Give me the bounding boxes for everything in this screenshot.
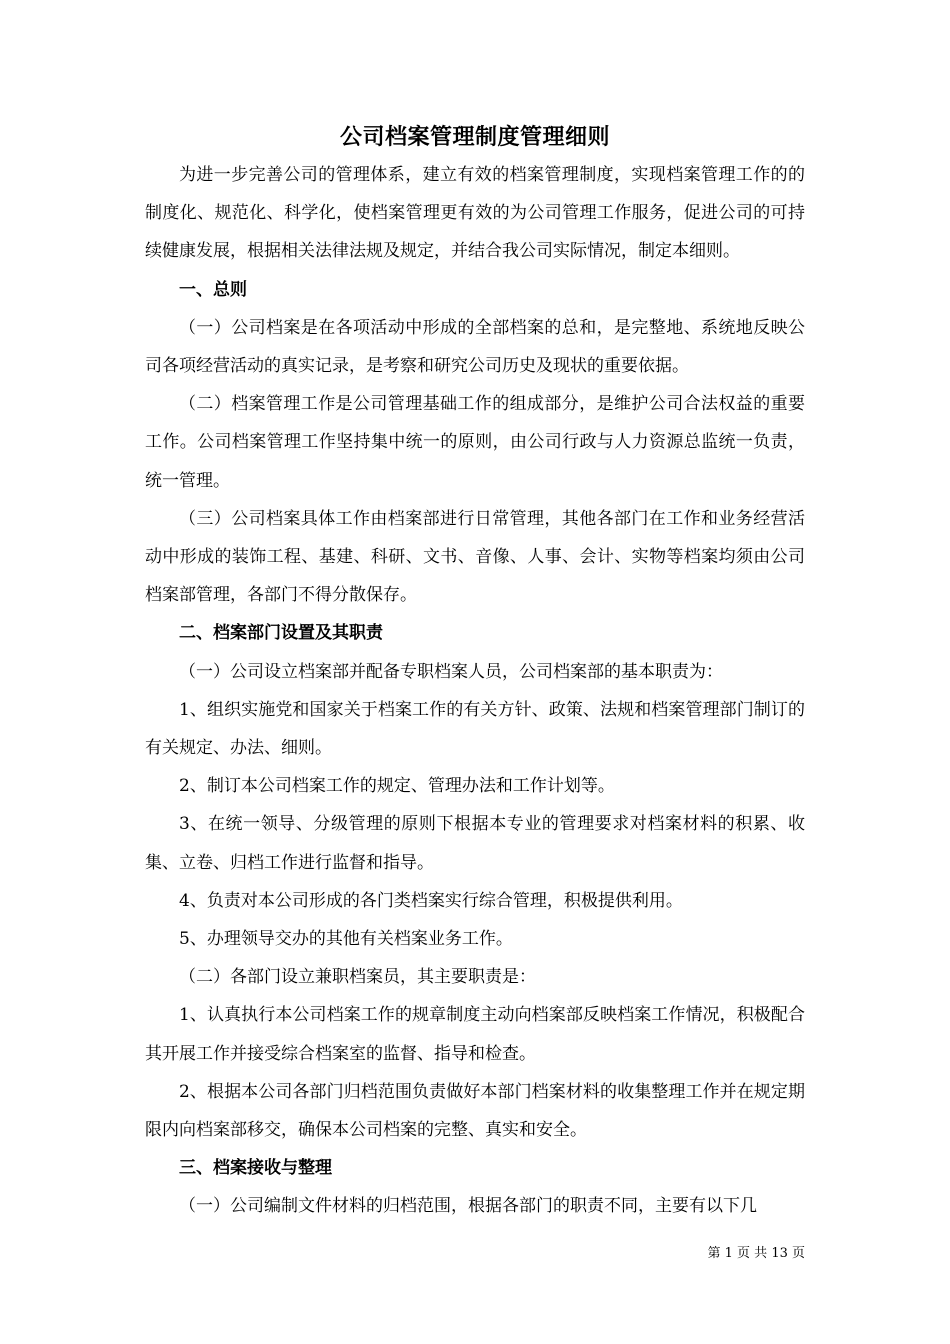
paragraph-part-time-archivist: （二）各部门设立兼职档案员，其主要职责是： [179,967,536,988]
paragraph-general-2: （二）档案管理工作是公司管理基础工作的组成部分，是维护公司合法权益的重要工作。公司档案管理工作坚持集中统一的原则，由公司行政与人力资源总监统一负责，统一管理。 [145,394,805,491]
list-item-duty-2: 2、制订本公司档案工作的规定、管理办法和工作计划等。 [179,776,615,797]
list-item-duty-5: 5、办理领导交办的其他有关档案业务工作。 [179,929,513,950]
paragraph-general-1: （一）公司档案是在各项活动中形成的全部档案的总和，是完整地、系统地反映公司各项经营活动的真实记录，是考察和研究公司历史及现状的重要依据。 [145,317,805,377]
paragraph-archive-dept: （一）公司设立档案部并配备专职档案人员，公司档案部的基本职责为： [179,661,723,682]
list-item-duty-3: 3、在统一领导、分级管理的原则下根据本专业的管理要求对档案材料的积累、收集、立卷、归档工作进行监督和指导。 [145,814,805,873]
paragraph-general-3: （三）公司档案具体工作由档案部进行日常管理，其他各部门在工作和业务经营活动中形成的装饰工程、基建、科研、文书、音像、人事、会计、实物等档案均须由公司档案部管理，各部门不得分散保存。 [145,508,805,606]
intro-paragraph: 为进一步完善公司的管理体系，建立有效的档案管理制度，实现档案管理工作的的制度化、规范化、科学化，使档案管理更有效的为公司管理工作服务，促进公司的可持续健康发展，根据相关法律法规及规定，并结合我公司实际情况，制定本细则。 [145,165,805,262]
section-heading-general: 一、总则 [179,279,247,300]
paragraph-filing-scope: （一）公司编制文件材料的归档范围，根据各部门的职责不同，主要有以下几 [179,1196,757,1217]
section-heading-receiving: 三、档案接收与整理 [179,1158,332,1179]
document-body [145,156,805,1226]
section-heading-departments: 二、档案部门设置及其职责 [179,623,383,644]
document-title: 公司档案管理制度管理细则 [339,124,610,150]
list-item-duty-1: 1、组织实施党和国家关于档案工作的有关方针、政策、法规和档案管理部门制订的有关规定、办法、细则。 [145,699,805,759]
page-number-footer: 第 1 页 共 13 页 [707,1246,805,1261]
list-item-archivist-duty-2: 2、根据本公司各部门归档范围负责做好本部门档案材料的收集整理工作并在规定期限内向档案部移交，确保本公司档案的完整、真实和安全。 [145,1081,805,1141]
list-item-duty-4: 4、负责对本公司形成的各门类档案实行综合管理，积极提供利用。 [179,890,683,911]
list-item-archivist-duty-1: 1、认真执行本公司档案工作的规章制度主动向档案部反映档案工作情况，积极配合其开展工作并接受综合档案室的监督、指导和检查。 [145,1005,805,1064]
